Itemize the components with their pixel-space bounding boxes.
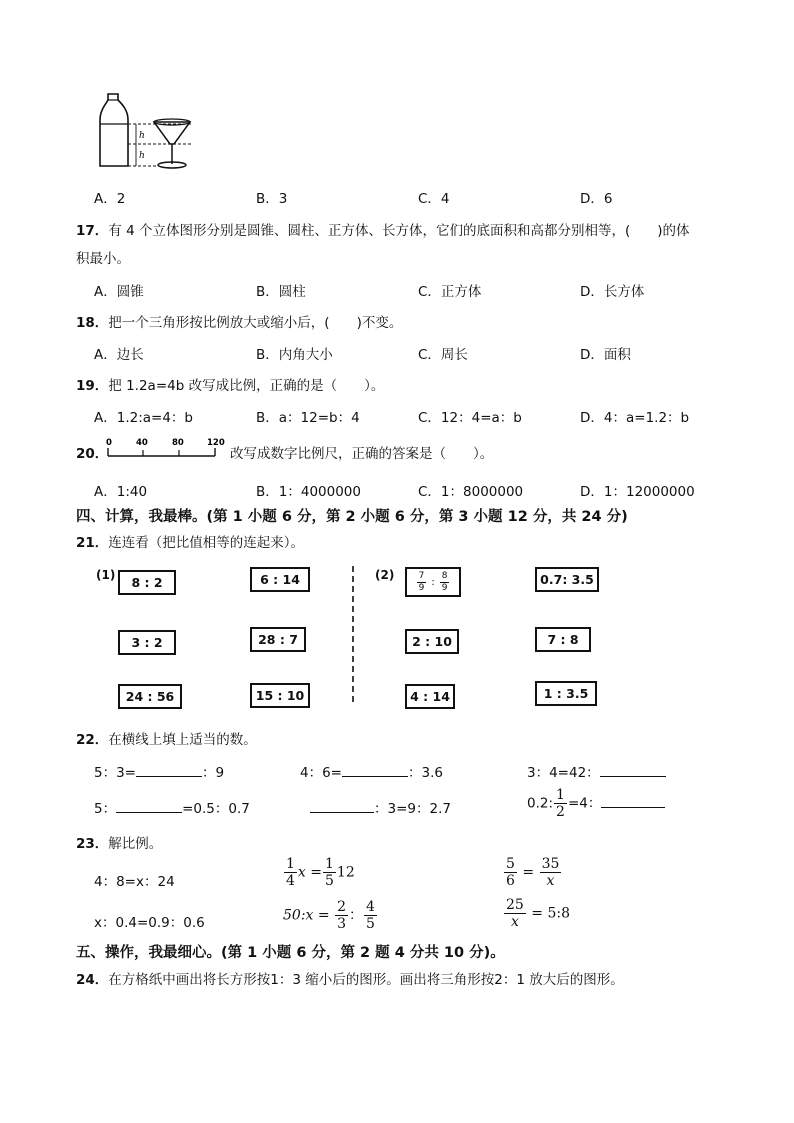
fraction-numerator: 1: [556, 787, 565, 803]
ratio-box[interactable]: 3 : 2: [118, 630, 176, 655]
q21-part2-label: (2): [375, 568, 395, 582]
ratio-box[interactable]: 0.7: 3.5: [535, 567, 599, 592]
ratio-box-fraction[interactable]: [405, 567, 461, 597]
fraction: [554, 788, 567, 819]
q19-number: 19．: [76, 378, 109, 394]
fraction-numerator: 35: [541, 856, 560, 872]
q23-number: 23．: [76, 836, 109, 852]
q22-text: 在横线上填上适当的数。: [108, 732, 257, 748]
fraction-numerator: 5: [506, 856, 515, 872]
q17-stem: [76, 219, 690, 239]
height-label-top: h: [139, 131, 145, 141]
fraction: [504, 857, 517, 888]
expr-part: 0.2:: [527, 795, 554, 812]
answer-blank[interactable]: [116, 811, 182, 813]
fraction-numerator: 2: [337, 899, 346, 915]
fraction: [504, 898, 526, 929]
q23-equation-1: 4：8=x：24: [94, 874, 175, 890]
fraction-denominator: 6: [506, 873, 515, 889]
answer-blank[interactable]: [342, 775, 408, 777]
q18-option-b: B．内角大小: [256, 347, 333, 363]
fraction-denominator: 5: [325, 873, 334, 889]
q22-item-3: [527, 761, 666, 781]
answer-blank[interactable]: [136, 775, 202, 777]
answer-blank[interactable]: [600, 775, 666, 777]
section-5-title: 五、操作，我最细心。(第 1 小题 6 分，第 2 题 4 分共 10 分)。: [76, 945, 505, 961]
q23-stem: [76, 832, 162, 852]
q18-text: 把一个三角形按比例放大或缩小后，( )不变。: [108, 315, 403, 331]
q17-number: 17．: [76, 223, 109, 239]
q17-text-cont: 积最小。: [76, 251, 130, 267]
ratio-box[interactable]: 8 : 2: [118, 570, 176, 595]
q18-stem: [76, 311, 402, 331]
fraction-denominator: x: [546, 873, 555, 889]
expr-part: =0.5：0.7: [182, 801, 250, 817]
scale-tick-120: 120: [207, 438, 225, 448]
fraction-denominator: 9: [418, 582, 425, 593]
q17-option-a: A．圆锥: [94, 284, 144, 300]
q24-stem: [76, 968, 624, 988]
q20-option-a: A．1:40: [94, 484, 148, 500]
q16-option-c: C．4: [418, 191, 450, 207]
ratio-box[interactable]: 28 : 7: [250, 627, 306, 652]
ratio-box[interactable]: 6 : 14: [250, 567, 310, 592]
q20-option-b: B．1：4000000: [256, 484, 361, 500]
ratio-box[interactable]: 15 : 10: [250, 683, 310, 708]
q16-option-d: D．6: [580, 191, 613, 207]
q19-option-a: A．1.2:a=4：b: [94, 410, 193, 426]
fraction-denominator: 5: [365, 916, 375, 932]
q23-equation-2: [283, 857, 355, 888]
expr-part: ：: [348, 907, 363, 924]
answer-blank[interactable]: [601, 806, 665, 808]
ratio-box[interactable]: 2 : 10: [405, 629, 459, 654]
expr-part: 50:x =: [283, 907, 330, 924]
q21-part1-label: (1): [96, 568, 116, 582]
scale-tick-40: 40: [136, 438, 148, 448]
expr-part: ：9: [202, 765, 225, 781]
fraction: [364, 900, 377, 931]
scale-tick-80: 80: [172, 438, 184, 448]
fraction: [417, 572, 427, 593]
q19-option-d: D．4：a=1.2：b: [580, 410, 690, 426]
ratio-box[interactable]: 1 : 3.5: [535, 681, 597, 706]
q20-option-c: C．1：8000000: [418, 484, 524, 500]
q18-option-a: A．边长: [94, 347, 144, 363]
dashed-divider: [350, 566, 356, 706]
q22-item-1: [94, 761, 224, 781]
scale-tick-0: 0: [106, 438, 112, 448]
q22-item-4: [94, 797, 250, 817]
q21-text: 连连看（把比值相等的连起来）。: [108, 535, 305, 551]
expr-part: 4：6=: [300, 765, 342, 781]
fraction-denominator: 2: [556, 804, 565, 820]
answer-blank[interactable]: [310, 811, 374, 813]
q22-item-5: [310, 797, 451, 817]
bottle-outline: [100, 94, 128, 166]
fraction: [284, 857, 297, 888]
fraction-numerator: 25: [506, 897, 524, 913]
q22-stem: [76, 728, 257, 748]
q16-option-a: A．2: [94, 191, 126, 207]
fraction-numerator: 8: [441, 570, 448, 581]
fraction: [540, 857, 562, 888]
q21-number: 21．: [76, 535, 109, 551]
q18-option-d: D．面积: [580, 347, 631, 363]
expr-part: =4：: [567, 795, 602, 812]
expr-part: 5：3=: [94, 765, 136, 781]
q17-option-c: C．正方体: [418, 284, 482, 300]
q19-option-b: B．a：12=b：4: [256, 410, 360, 426]
expr-part: 12: [336, 864, 355, 881]
q24-number: 24．: [76, 972, 109, 988]
fraction-denominator: 3: [337, 916, 346, 932]
q22-item-6: [527, 788, 665, 819]
q23-text: 解比例。: [108, 836, 163, 852]
fraction: [335, 900, 348, 931]
q16-option-b: B．3: [256, 191, 288, 207]
fraction-denominator: x: [510, 914, 519, 930]
q17-option-b: B．圆柱: [256, 284, 306, 300]
colon: :: [431, 576, 435, 588]
q19-text: 把 1.2a=4b 改写成比例，正确的是（ ）。: [108, 378, 385, 394]
q23-equation-5: [283, 900, 378, 931]
q23-equation-4: x：0.4=0.9：0.6: [94, 915, 205, 931]
q17-option-d: D．长方体: [580, 284, 645, 300]
expr-part: 5：: [94, 801, 117, 817]
q18-number: 18．: [76, 315, 109, 331]
expr-part: ：3=9：2.7: [374, 801, 451, 817]
section-4-title: 四、计算，我最棒。(第 1 小题 6 分，第 2 小题 6 分，第 3 小题 12 分，共 24 分): [76, 509, 628, 525]
fraction-numerator: 1: [286, 856, 295, 872]
fraction-numerator: 7: [418, 570, 425, 581]
q22-item-2: [300, 761, 443, 781]
fraction: [323, 857, 336, 888]
height-label-bottom: h: [139, 151, 145, 161]
fraction-denominator: 9: [441, 582, 448, 593]
fraction-denominator: 4: [286, 873, 295, 889]
ratio-box[interactable]: 4 : 14: [405, 684, 455, 709]
q20-text: 改写成数字比例尺，正确的答案是（ ）。: [230, 446, 494, 462]
expr-part: x =: [297, 864, 322, 881]
q20-num: 20．: [76, 446, 109, 462]
q19-stem: [76, 374, 384, 394]
expr-part: 3：4=42：: [527, 765, 600, 781]
line-scale-bar: [104, 436, 230, 460]
ratio-box[interactable]: 7 : 8: [535, 627, 591, 652]
q24-text: 在方格纸中画出将长方形按1：3 缩小后的图形。画出将三角形按2：1 放大后的图形。: [108, 972, 624, 988]
q21-stem: [76, 531, 304, 551]
q23-equation-6: [503, 898, 570, 929]
fraction-numerator: 1: [325, 856, 334, 872]
q22-number: 22．: [76, 732, 109, 748]
q20-option-d: D．1：12000000: [580, 484, 695, 500]
q18-option-c: C．周长: [418, 347, 468, 363]
expr-part: = 5:8: [531, 905, 570, 922]
q17-text: 有 4 个立体图形分别是圆锥、圆柱、正方体、长方体，它们的底面积和高都分别相等，( )的体: [108, 223, 690, 239]
q19-option-c: C．12：4=a：b: [418, 410, 522, 426]
expr-part: ：3.6: [408, 765, 443, 781]
fraction: [440, 572, 450, 593]
ratio-box[interactable]: 24 : 56: [118, 684, 182, 709]
fraction-numerator: 4: [365, 899, 375, 915]
q23-equation-3: [503, 857, 562, 888]
expr-part: =: [522, 864, 535, 881]
bottle-glass-figure: [96, 90, 208, 170]
